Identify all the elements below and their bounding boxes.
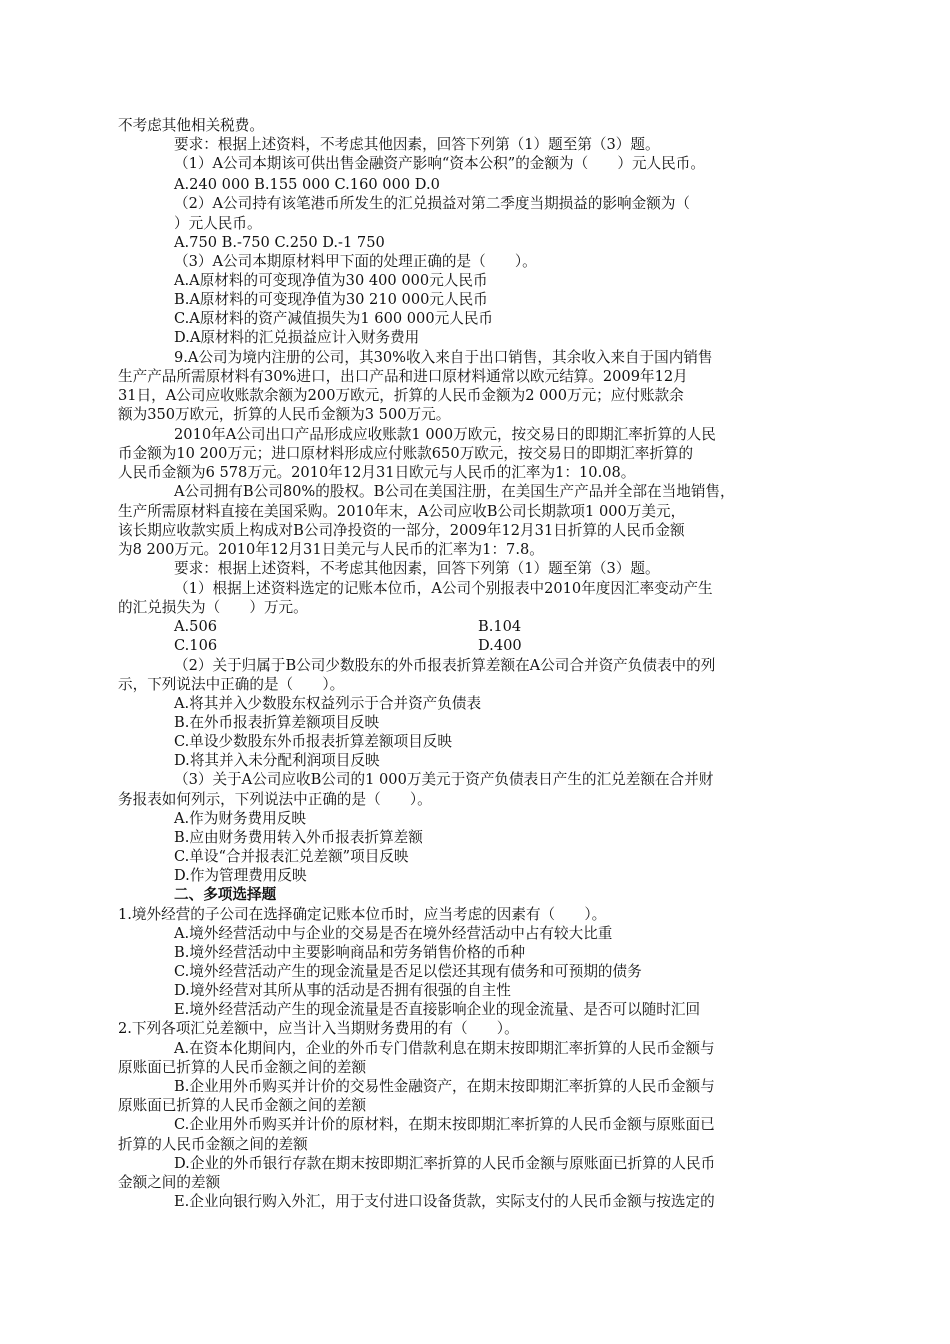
text-line: 的汇兑损失为（ ）万元。: [118, 599, 308, 616]
text-line: 2.下列各项汇兑差额中，应当计入当期财务费用的有（ ）。: [118, 1020, 519, 1037]
text-line: 额为350万欧元，折算的人民币金额为3 500万元。: [118, 406, 451, 423]
text-line: 1.境外经营的子公司在选择确定记账本位币时，应当考虑的因素有（ ）。: [118, 906, 607, 923]
text-line: 要求：根据上述资料，不考虑其他因素，回答下列第（1）题至第（3）题。: [174, 560, 660, 577]
text-line: B.A原材料的可变现净值为30 210 000元人民币: [174, 291, 488, 308]
text-line: B.境外经营活动中主要影响商品和劳务销售价格的币种: [174, 944, 526, 961]
text-line: 9.A公司为境内注册的公司，其30%收入来自于出口销售，其余收入来自于国内销售: [174, 349, 713, 366]
text-line: B.104: [478, 618, 522, 635]
text-line: 原账面已折算的人民币金额之间的差额: [118, 1059, 367, 1076]
text-line: （1）根据上述资料选定的记账本位币，A公司个别报表中2010年度因汇率变动产生: [174, 580, 713, 597]
text-line: D.将其并入未分配利润项目反映: [174, 752, 380, 769]
text-line: C.单设“合并报表汇兑差额”项目反映: [174, 848, 409, 865]
text-line: B.企业用外币购买并计价的交易性金融资产，在期末按即期汇率折算的人民币金额与: [174, 1078, 715, 1095]
text-line: （1）A公司本期该可供出售金融资产影响“资本公积”的金额为（ ）元人民币。: [174, 155, 705, 172]
text-line: A.将其并入少数股东权益列示于合并资产负债表: [174, 695, 482, 712]
text-line: A.506: [174, 618, 218, 635]
text-line: D.企业的外币银行存款在期末按即期汇率折算的人民币金额与原账面已折算的人民币: [174, 1155, 716, 1172]
text-line: D.境外经营对其所从事的活动是否拥有很强的自主性: [174, 982, 511, 999]
text-line: 该长期应收款实质上构成对B公司净投资的一部分，2009年12月31日折算的人民币金额: [118, 522, 685, 539]
text-line: 金额之间的差额: [118, 1174, 221, 1191]
text-line: 原账面已折算的人民币金额之间的差额: [118, 1097, 367, 1114]
text-line: D.A原材料的汇兑损益应计入财务费用: [174, 329, 420, 346]
text-line: A.240 000 B.155 000 C.160 000 D.0: [174, 176, 440, 193]
text-line: ）元人民币。: [174, 215, 262, 232]
text-line: （2）关于归属于B公司少数股东的外币报表折算差额在A公司合并资产负债表中的列: [174, 657, 716, 674]
text-line: 生产所需原材料直接在美国采购。2010年末，A公司应收B公司长期款项1 000万美元，: [118, 503, 686, 520]
text-line: C.境外经营活动产生的现金流量是否足以偿还其现有债务和可预期的债务: [174, 963, 642, 980]
text-line: E.境外经营活动产生的现金流量是否直接影响企业的现金流量、是否可以随时汇回: [174, 1001, 701, 1018]
text-line: 务报表如何列示，下列说法中正确的是（ ）。: [118, 791, 432, 808]
text-line: 生产产品所需原材料有30%进口，出口产品和进口原材料通常以欧元结算。2009年12月: [118, 368, 688, 385]
text-line: 人民币金额为6 578万元。2010年12月31日欧元与人民币的汇率为1：10.08。: [118, 464, 636, 481]
text-line: A.作为财务费用反映: [174, 810, 306, 827]
text-line: 31日，A公司应收账款余额为200万欧元，折算的人民币金额为2 000万元；应付账款余: [118, 387, 684, 404]
text-line: A.境外经营活动中与企业的交易是否在境外经营活动中占有较大比重: [174, 925, 613, 942]
text-line: A.A原材料的可变现净值为30 400 000元人民币: [174, 272, 488, 289]
text-line: 要求：根据上述资料，不考虑其他因素，回答下列第（1）题至第（3）题。: [174, 136, 660, 153]
text-line: C.企业用外币购买并计价的原材料，在期末按即期汇率折算的人民币金额与原账面已: [174, 1116, 715, 1133]
text-line: A.750 B.-750 C.250 D.-1 750: [174, 234, 385, 251]
text-line: A公司拥有B公司80%的股权。B公司在美国注册，在美国生产产品并全部在当地销售，: [174, 483, 735, 500]
text-line: C.单设少数股东外币报表折算差额项目反映: [174, 733, 452, 750]
text-line: D.400: [478, 637, 522, 654]
text-line: 折算的人民币金额之间的差额: [118, 1136, 308, 1153]
text-line: B.应由财务费用转入外币报表折算差额: [174, 829, 423, 846]
text-line: C.106: [174, 637, 218, 654]
text-line: C.A原材料的资产减值损失为1 600 000元人民币: [174, 310, 494, 327]
text-line: （3）关于A公司应收B公司的1 000万美元于资产负债表日产生的汇兑差额在合并财: [174, 771, 714, 788]
text-line: E.企业向银行购入外汇，用于支付进口设备货款，实际支付的人民币金额与按选定的: [174, 1193, 715, 1210]
section-heading: 二、多项选择题: [174, 886, 277, 903]
text-line: 示，下列说法中正确的是（ ）。: [118, 676, 345, 693]
text-line: D.作为管理费用反映: [174, 867, 307, 884]
text-line: B.在外币报表折算差额项目反映: [174, 714, 380, 731]
text-line: 币金额为10 200万元；进口原材料形成应付账款650万欧元，按交易日的即期汇率折算的: [118, 445, 694, 462]
text-line: （2）A公司持有该笔港币所发生的汇兑损益对第二季度当期损益的影响金额为（: [174, 195, 691, 212]
text-line: 为8 200万元。2010年12月31日美元与人民币的汇率为1：7.8。: [118, 541, 544, 558]
text-line: （3）A公司本期原材料甲下面的处理正确的是（ ）。: [174, 253, 537, 270]
text-line: 2010年A公司出口产品形成应收账款1 000万欧元，按交易日的即期汇率折算的人民: [174, 426, 716, 443]
text-line: A.在资本化期间内，企业的外币专门借款利息在期末按即期汇率折算的人民币金额与: [174, 1040, 715, 1057]
text-line: 不考虑其他相关税费。: [118, 117, 264, 134]
